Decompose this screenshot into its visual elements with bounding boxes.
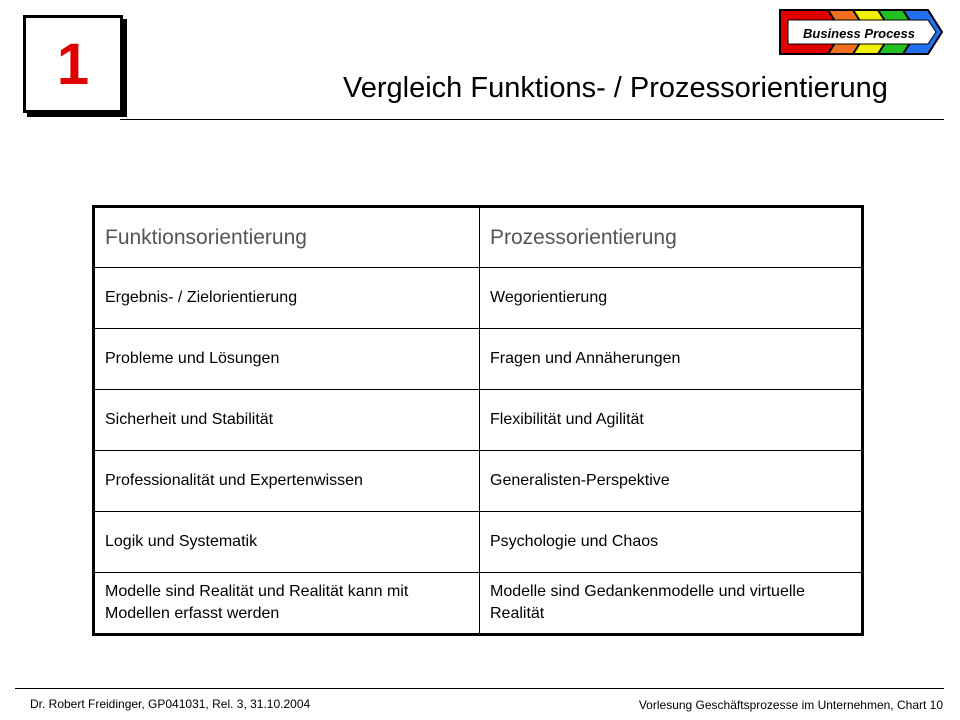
page-title: Vergleich Funktions- / Prozessorientierung [343,72,888,104]
table-row [94,573,863,635]
cell-process: Generalisten-Perspektive [480,451,863,512]
chapter-number-box [23,15,123,113]
cell-process: Flexibilität und Agilität [480,390,863,451]
table-row [94,390,863,451]
cell-function: Professionalität und Expertenwissen [94,451,480,512]
title-divider [120,119,944,120]
footer-author: Dr. Robert Freidinger, GP041031, Rel. 3, 31.10.2004 [30,697,311,711]
cell-process: Psychologie und Chaos [480,512,863,573]
cell-process: Wegorientierung [480,268,863,329]
table-row [94,451,863,512]
table-header-row [94,207,863,268]
cell-function: Probleme und Lösungen [94,329,480,390]
cell-function: Ergebnis- / Zielorientierung [94,268,480,329]
table-row [94,512,863,573]
cell-function: Modelle sind Realität und Realität kann mit Modellen erfasst werden [94,573,480,635]
table-row [94,329,863,390]
cell-process: Modelle sind Gedankenmodelle und virtuelle Realität [480,573,863,635]
chapter-number: 1 [56,31,90,97]
header-process: Prozessorientierung [480,207,863,268]
footer-course: Vorlesung Geschäftsprozesse im Unternehmen, Chart 10 [638,698,943,712]
cell-function: Sicherheit und Stabilität [94,390,480,451]
table-row [94,268,863,329]
cell-function: Logik und Systematik [94,512,480,573]
comparison-table [92,205,864,636]
logo-label: Business Process [802,26,915,41]
footer-divider [15,688,944,689]
cell-process: Fragen und Annäherungen [480,329,863,390]
header-function: Funktionsorientierung [94,207,480,268]
